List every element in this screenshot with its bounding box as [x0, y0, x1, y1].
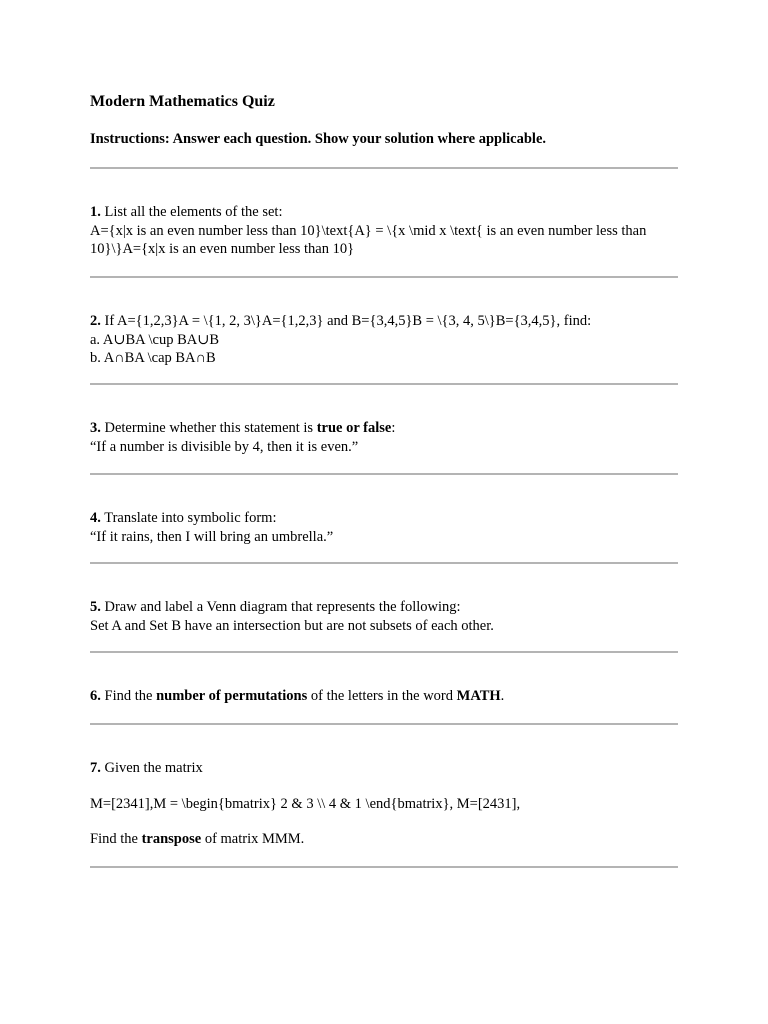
question-number: 3. [90, 420, 101, 436]
question-text: Determine whether this statement is [100, 420, 317, 436]
question-2-part-a: a. A∪BA \cup BA∪B [90, 331, 220, 348]
question-3 [90, 419, 678, 456]
question-text: of matrix MMM. [201, 831, 305, 847]
question-7 [90, 759, 678, 849]
divider [90, 562, 678, 564]
divider [90, 651, 678, 653]
divider [90, 276, 678, 278]
page-title: Modern Mathematics Quiz [90, 93, 275, 110]
question-text: Translate into symbolic form: [100, 510, 277, 526]
divider [90, 383, 678, 385]
question-3-prompt [90, 419, 678, 438]
question-text: : [391, 420, 396, 436]
question-text: Given the matrix [100, 760, 203, 776]
question-number: 1. [90, 204, 101, 220]
question-5 [90, 598, 678, 635]
question-text: If A={1,2,3}A = \{1, 2, 3\}A={1,2,3} and B={3,4,5}B = \{3, 4, 5\}B={3,4,5}, find: [100, 313, 592, 329]
divider [90, 723, 678, 725]
question-7-task [90, 830, 678, 849]
question-number: 4. [90, 510, 101, 526]
question-number: 5. [90, 599, 101, 615]
question-number: 7. [90, 760, 101, 776]
question-7-matrix: M=[2341],M = \begin{bmatrix} 2 & 3 \\ 4 & 1 \end{bmatrix}, M=[2431], [90, 795, 521, 812]
question-number: 6. [90, 688, 101, 704]
question-5-prompt [90, 598, 678, 617]
instructions: Instructions: Answer each question. Show your solution where applicable. [90, 131, 547, 147]
question-2 [90, 312, 678, 368]
question-4-statement: “If it rains, then I will bring an umbrella.” [90, 528, 334, 545]
emphasis-text: true or false [316, 420, 392, 436]
emphasis-text: MATH [456, 688, 501, 704]
question-1-prompt [90, 203, 678, 222]
question-3-statement: “If a number is divisible by 4, then it is even.” [90, 438, 359, 455]
question-4 [90, 509, 678, 546]
question-text: Find the [100, 688, 157, 704]
question-7-prompt [90, 759, 678, 778]
question-6 [90, 687, 678, 706]
question-number: 2. [90, 313, 101, 329]
question-text: . [500, 688, 505, 704]
question-1-set-definition: A={x|x is an even number less than 10}\text{A} = \{x \mid x \text{ is an even number less than 10}\}A={x|x is an even number less than 10} [90, 222, 647, 257]
question-5-description: Set A and Set B have an intersection but are not subsets of each other. [90, 617, 494, 634]
question-text: Find the [90, 831, 142, 847]
question-text: List all the elements of the set: [100, 204, 283, 220]
question-6-prompt [90, 687, 678, 706]
question-2-prompt [90, 312, 678, 331]
question-1 [90, 203, 678, 259]
divider [90, 167, 678, 169]
divider [90, 473, 678, 475]
question-text: of the letters in the word [307, 688, 457, 704]
question-4-prompt [90, 509, 678, 528]
emphasis-text: transpose [141, 831, 202, 847]
question-2-part-b: b. A∩BA \cap BA∩B [90, 350, 216, 366]
question-text: Draw and label a Venn diagram that represents the following: [100, 599, 461, 615]
divider [90, 866, 678, 868]
emphasis-text: number of permutations [156, 688, 308, 704]
